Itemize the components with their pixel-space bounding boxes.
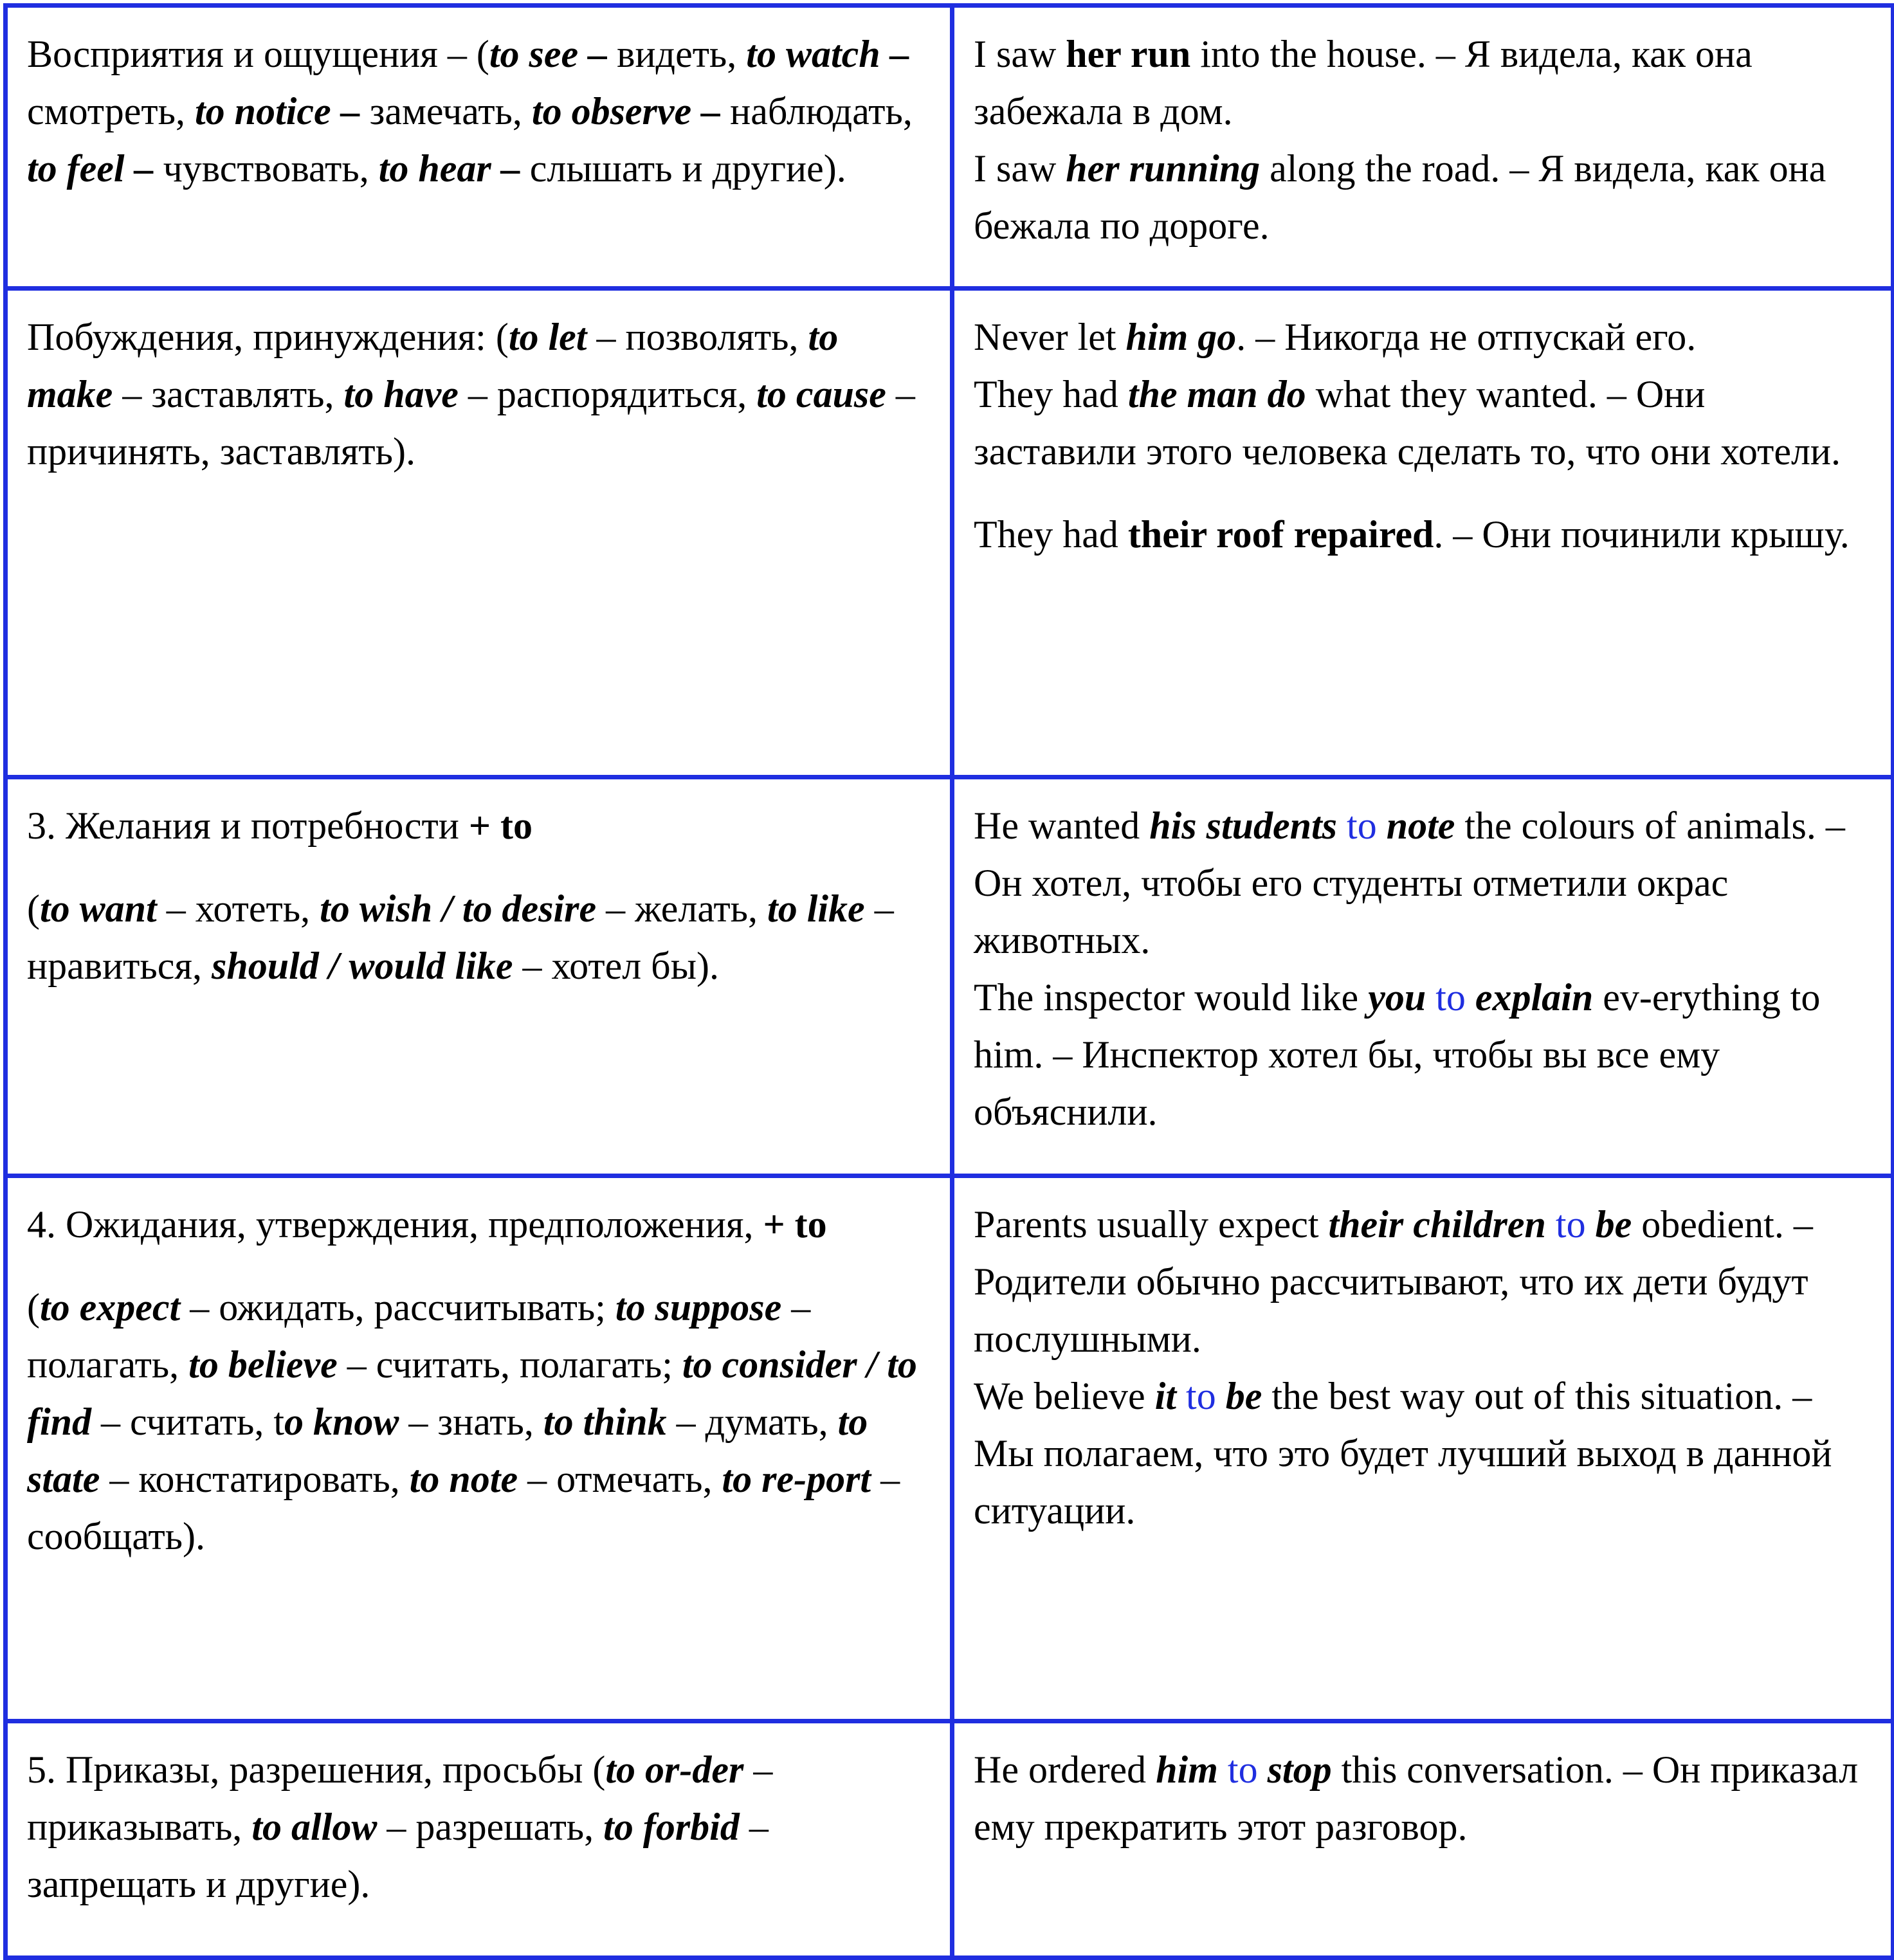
table-row (6, 777, 1893, 1176)
text-run: I saw (974, 33, 1066, 75)
text-run (1218, 1748, 1228, 1791)
text-run: be (1595, 1203, 1632, 1246)
paragraph (27, 797, 931, 855)
text-run: him (1156, 1748, 1218, 1791)
paragraph (974, 1196, 1871, 1368)
text-run: to want (39, 887, 157, 930)
text-run: to like (767, 887, 865, 930)
text-run: to notice – (194, 90, 360, 132)
text-run: o know (284, 1401, 399, 1443)
text-run: . – Никогда не отпускай его. (1236, 316, 1697, 358)
text-run: to cause (756, 373, 886, 415)
text-run: + to (763, 1203, 827, 1246)
text-run: to observe – (531, 90, 721, 132)
example-cell (952, 6, 1893, 289)
text-run: explain (1475, 976, 1594, 1019)
text-run: to let (508, 316, 587, 358)
category-cell (6, 777, 952, 1176)
text-run: to (1347, 804, 1377, 847)
text-run: to hear – (378, 147, 520, 190)
text-run: He wanted (974, 804, 1150, 847)
paragraph (27, 1196, 931, 1253)
paragraph (974, 506, 1871, 563)
text-run: obedient. – Родители обычно рассчитывают, что их дети будут послушными. (974, 1203, 1813, 1360)
text-run (1176, 1375, 1186, 1417)
text-run: to make (27, 316, 839, 415)
text-run: into the house. – Я видела, как она забежала в дом. (974, 33, 1753, 132)
text-run: the man do (1127, 373, 1306, 415)
paragraph (974, 140, 1871, 255)
text-run: + to (468, 804, 533, 847)
text-run: the best way out of this situation. – Мы полагаем, что это будет лучший выход в данной ситуации. (974, 1375, 1832, 1532)
text-run: to (1186, 1375, 1216, 1417)
text-run: to (1555, 1203, 1586, 1246)
text-run: to note (409, 1458, 518, 1500)
text-run: Parents usually expect (974, 1203, 1329, 1246)
text-run (1258, 1748, 1268, 1791)
text-run: to forbid (603, 1806, 740, 1848)
text-run: his students (1149, 804, 1338, 847)
text-run: note (1386, 804, 1455, 847)
text-run: to wish / to desire (320, 887, 597, 930)
text-run: their children (1328, 1203, 1546, 1246)
text-run: – хотел бы). (513, 945, 720, 987)
example-cell (952, 289, 1893, 777)
text-run: слышать и другие). (520, 147, 846, 190)
text-run (1426, 976, 1435, 1019)
text-run: to consider / to find (27, 1343, 917, 1443)
text-run: наблюдать, (720, 90, 913, 132)
paragraph (974, 1741, 1871, 1856)
text-run: – причинять, заставлять). (27, 373, 915, 473)
text-run: to (1227, 1748, 1258, 1791)
example-cell (952, 1721, 1893, 1958)
table-row (6, 1721, 1893, 1958)
text-run: what they wanted. – Они заставили этого человека сделать то, что они хотели. (974, 373, 1841, 473)
text-run (1546, 1203, 1556, 1246)
text-run: to feel – (27, 147, 154, 190)
text-run (1586, 1203, 1596, 1246)
paragraph (974, 309, 1871, 366)
text-run: – запрещать и другие). (27, 1806, 769, 1905)
text-run: They had (974, 373, 1128, 415)
text-run: – приказывать, (27, 1748, 773, 1848)
text-run (1466, 976, 1475, 1019)
text-run: him go (1125, 316, 1237, 358)
table-row (6, 1176, 1893, 1721)
text-run: . – Они починили крышу. (1434, 513, 1850, 556)
text-run: this conversation. – Он приказал ему прекратить этот разговор. (974, 1748, 1859, 1848)
text-run: смотреть, (27, 90, 195, 132)
category-cell (6, 289, 952, 777)
text-run: The inspector would like (974, 976, 1369, 1019)
text-run: her running (1066, 147, 1261, 190)
text-run: be (1225, 1375, 1262, 1417)
paragraph (27, 26, 931, 197)
text-run: We believe (974, 1375, 1155, 1417)
text-run: замечать, (360, 90, 532, 132)
text-run: it (1154, 1375, 1177, 1417)
text-run: to or-der (605, 1748, 744, 1791)
text-run: to re-port (722, 1458, 871, 1500)
text-run (1337, 804, 1347, 847)
text-run: stop (1267, 1748, 1332, 1791)
text-run: – полагать, (27, 1286, 811, 1386)
text-run: – хотеть, (156, 887, 320, 930)
text-run: – позволять, (587, 316, 808, 358)
text-run: the colours of animals. – Он хотел, чтобы его студенты отметили окрас животных. (974, 804, 1845, 961)
text-run: to (1435, 976, 1466, 1019)
category-cell (6, 1721, 952, 1958)
text-run: – нравиться, (27, 887, 894, 987)
text-run: – распорядиться, (458, 373, 757, 415)
text-run: you (1368, 976, 1426, 1019)
text-run: ( (27, 887, 40, 930)
text-run: – разрешать, (377, 1806, 604, 1848)
text-run: to watch – (746, 33, 909, 75)
paragraph (27, 309, 931, 480)
text-run: – считать, t (91, 1401, 285, 1443)
text-run: ( (27, 1286, 40, 1329)
text-run: to have (343, 373, 459, 415)
text-run: Побуждения, принуждения: ( (27, 316, 509, 358)
text-run: to think (543, 1401, 667, 1443)
category-cell (6, 6, 952, 289)
text-run (1216, 1375, 1226, 1417)
text-run: should / would like (212, 945, 513, 987)
text-run: 5. Приказы, разрешения, просьбы ( (27, 1748, 606, 1791)
text-run: чувствовать, (153, 147, 379, 190)
paragraph (974, 366, 1871, 480)
text-run: I saw (974, 147, 1066, 190)
text-run: her run (1066, 33, 1191, 75)
text-run: 4. Ожидания, утверждения, предположения, (27, 1203, 763, 1246)
paragraph (974, 1368, 1871, 1539)
text-run: – констатировать, (100, 1458, 410, 1500)
text-run: They had (974, 513, 1128, 556)
text-run: – сообщать). (27, 1458, 900, 1557)
text-run: Never let (974, 316, 1126, 358)
text-run: to suppose (615, 1286, 782, 1329)
text-run: ev-erything to him. – Инспектор хотел бы, чтобы вы все ему объяснили. (974, 976, 1821, 1133)
text-run: – заставлять, (113, 373, 344, 415)
text-run: He ordered (974, 1748, 1156, 1791)
paragraph (974, 797, 1871, 969)
table-row (6, 6, 1893, 289)
paragraph (974, 26, 1871, 140)
paragraph (27, 1741, 931, 1913)
text-run: – ожидать, рассчитывать; (180, 1286, 615, 1329)
text-run: – знать, (399, 1401, 543, 1443)
text-run: видеть, (607, 33, 747, 75)
text-run: along the road. – Я видела, как она бежала по дороге. (974, 147, 1826, 247)
text-run: – отмечать, (518, 1458, 722, 1500)
text-run: to believe (188, 1343, 338, 1386)
text-run: – желать, (596, 887, 768, 930)
example-cell (952, 1176, 1893, 1721)
category-cell (6, 1176, 952, 1721)
text-run (1377, 804, 1387, 847)
text-run: to expect (39, 1286, 181, 1329)
paragraph (974, 969, 1871, 1141)
grammar-table (3, 3, 1894, 1960)
text-run: Восприятия и ощущения – ( (27, 33, 489, 75)
text-run: to see – (489, 33, 608, 75)
text-run: their roof repaired (1127, 513, 1434, 556)
text-run: – считать, полагать; (337, 1343, 682, 1386)
text-run: – думать, (666, 1401, 838, 1443)
paragraph (27, 880, 931, 995)
paragraph (27, 1279, 931, 1565)
text-run: to state (27, 1401, 868, 1500)
text-run: to allow (251, 1806, 378, 1848)
text-run: 3. Желания и потребности (27, 804, 469, 847)
table-row (6, 289, 1893, 777)
example-cell (952, 777, 1893, 1176)
